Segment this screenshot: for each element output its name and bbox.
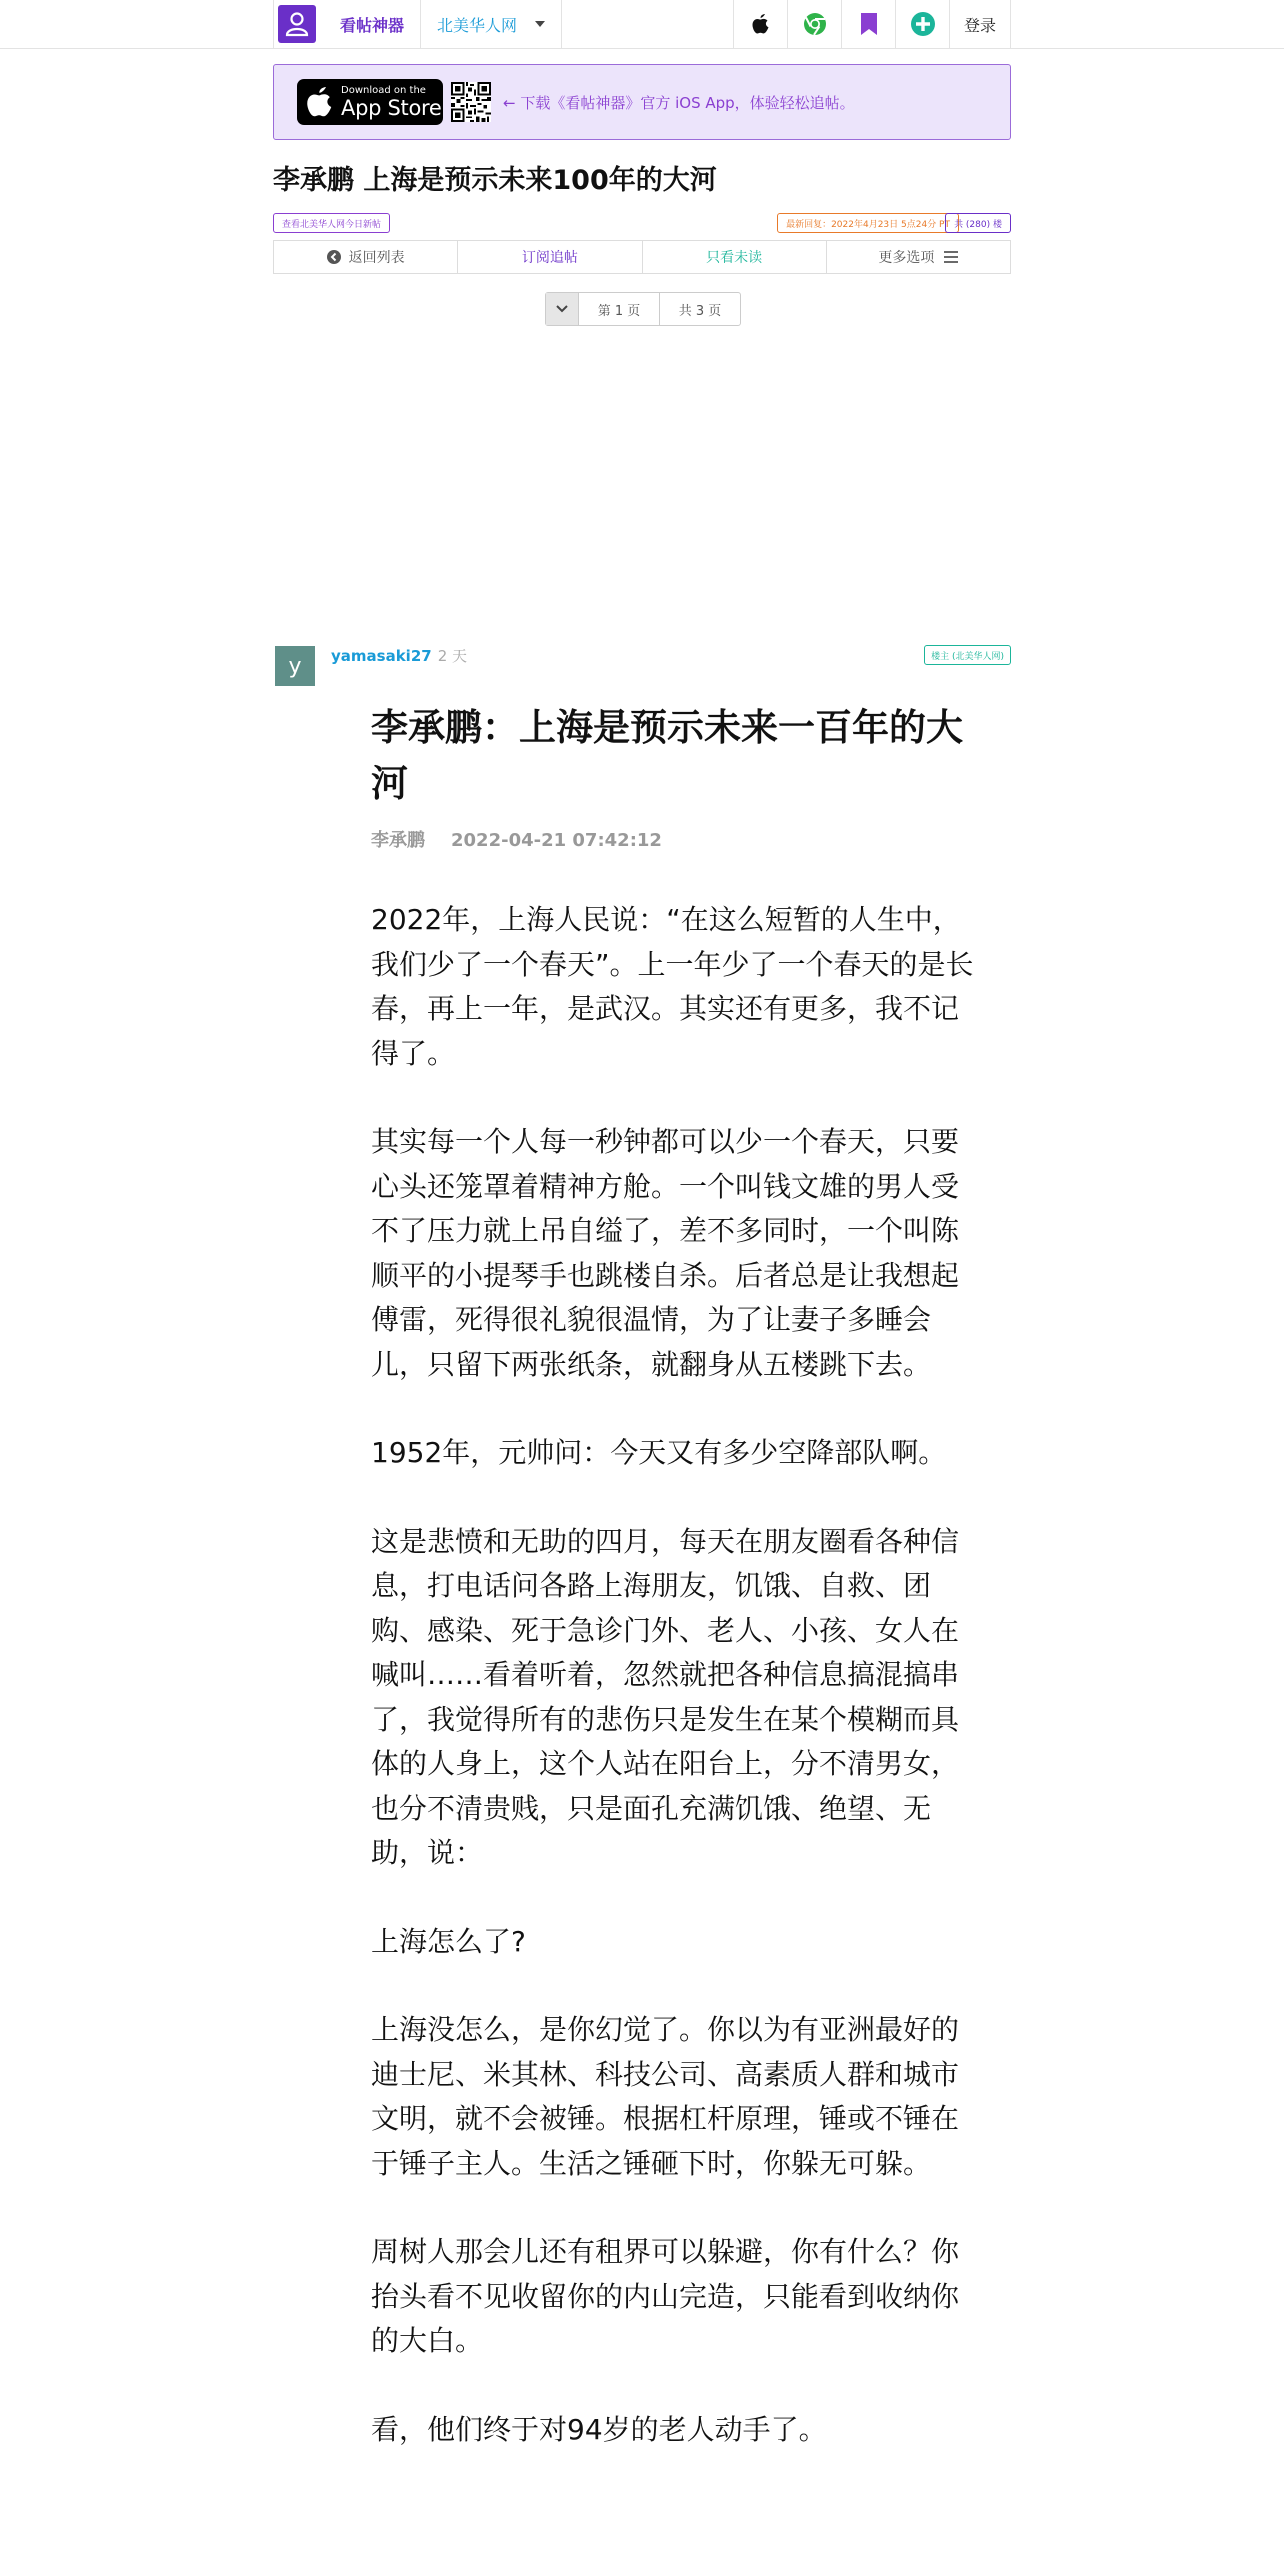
bookmark-icon	[860, 12, 878, 36]
chrome-icon	[803, 12, 827, 36]
paragraph: 其实每一个人每一秒钟都可以少一个春天，只要心头还笼罩着精神方舱。一个叫钱文雄的男人受不了压力就上吊自缢了，差不多同时，一个叫陈顺平的小提琴手也跳楼自杀。后者总是让我想起傅雷，死得很礼貌很温情，为了让妻子多睡会儿，只留下两张纸条，就翻身从五楼跳下去。	[371, 1125, 960, 1381]
more-label: 更多选项	[878, 250, 935, 266]
current-page[interactable]: 第 1 页	[578, 293, 659, 325]
thread-action-bar	[273, 240, 1011, 274]
paragraph: 1952年，元帅问：今天又有多少空降部队啊。	[371, 1436, 947, 1469]
chevron-down-icon	[535, 21, 545, 27]
article-title: 李承鹏：上海是预示未来一百年的大河	[371, 706, 963, 805]
today-posts-badge[interactable]: 查看北美华人网今日新帖	[273, 213, 390, 233]
page-select-button[interactable]	[546, 293, 578, 325]
op-badge: 楼主 (北美华人网)	[924, 645, 1011, 665]
login-button[interactable]: 登录	[949, 0, 1011, 48]
paragraph: 2022年，上海人民说：“在这么短暂的人生中，我们少了一个春天”。上一年少了一个春天的是长春，再上一年，是武汉。其实还有更多，我不记得了。	[371, 903, 974, 1070]
article-date: 2022-04-21 07:42:12	[451, 830, 662, 851]
menu-icon	[944, 251, 958, 263]
back-to-list-button[interactable]	[274, 241, 457, 273]
more-options-button[interactable]	[826, 241, 1010, 273]
avatar[interactable]: y	[275, 646, 315, 686]
paragraph: 周树人那会儿还有租界可以躲避，你有什么？你抬头看不见收留你的内山完造，只能看到收纳你的大白。	[371, 2235, 960, 2357]
bookmarks-button[interactable]	[841, 0, 895, 48]
new-post-button[interactable]	[895, 0, 949, 48]
forum-dropdown[interactable]	[421, 0, 562, 48]
apple-icon	[305, 85, 335, 119]
total-pages: 共 3 页	[659, 293, 740, 325]
article-meta	[371, 826, 981, 852]
paragraph: 上海没怎么，是你幻觉了。你以为有亚洲最好的迪士尼、米其林、科技公司、高素质人群和城市文明，就不会被锤。根据杠杆原理，锤或不锤在于锤子主人。生活之锤砸下时，你躲无可躲。	[371, 2013, 960, 2180]
banner-text: ← 下载《看帖神器》官方 iOS App，体验轻松追帖。	[503, 93, 855, 112]
back-label: 返回列表	[348, 250, 405, 266]
brand-label: 看帖神器	[340, 15, 405, 35]
article-author: 李承鹏	[371, 830, 425, 851]
subscribe-button[interactable]: 订阅追帖	[457, 241, 641, 273]
post-meta	[331, 645, 467, 666]
paragraph: 上海怎么了?	[371, 1924, 526, 1958]
app-store-line1: Download on the	[341, 85, 426, 96]
app-store-button[interactable]	[297, 79, 443, 125]
latest-reply-badge: 最新回复：2022年4月23日 5点24分 PT	[777, 213, 959, 233]
app-store-line2: App Store	[341, 96, 442, 120]
plus-circle-icon	[910, 11, 936, 37]
post-content	[371, 700, 981, 2496]
chevron-left-circle-icon	[327, 250, 341, 264]
article-body	[371, 898, 981, 2452]
paragraph: 看，他们终于对94岁的老人动手了。	[371, 2412, 827, 2446]
user-logo-icon	[278, 5, 316, 43]
pagination	[545, 292, 741, 326]
apple-app-button[interactable]	[733, 0, 787, 48]
floor-count-badge: 共 (280) 楼	[945, 213, 1011, 233]
unread-only-button[interactable]: 只看未读	[642, 241, 826, 273]
post-author[interactable]: yamasaki27	[331, 647, 432, 665]
app-download-banner[interactable]	[273, 64, 1011, 140]
chrome-extension-button[interactable]	[787, 0, 841, 48]
top-navbar	[0, 0, 1284, 49]
chevron-down-icon	[556, 305, 568, 313]
post-time: 2 天	[437, 647, 468, 665]
qr-code-icon	[451, 82, 491, 122]
forum-label: 北美华人网	[437, 15, 518, 35]
apple-icon	[751, 13, 771, 35]
brand-link[interactable]	[273, 0, 421, 48]
paragraph: 这是悲愤和无助的四月，每天在朋友圈看各种信息，打电话问各路上海朋友，饥饿、自救、团购、感染、死于急诊门外、老人、小孩、女人在喊叫……看着听着，忽然就把各种信息搞混搞串了，我觉得所有的悲伤只是发生在某个模糊而具体的人身上，这个人站在阳台上，分不清男女，也分不清贵贱，只是面孔充满饥饿、绝望、无助，说：	[371, 1524, 960, 1869]
thread-title: 李承鹏 上海是预示未来100年的大河	[273, 165, 717, 196]
thread-badges	[273, 213, 1011, 235]
